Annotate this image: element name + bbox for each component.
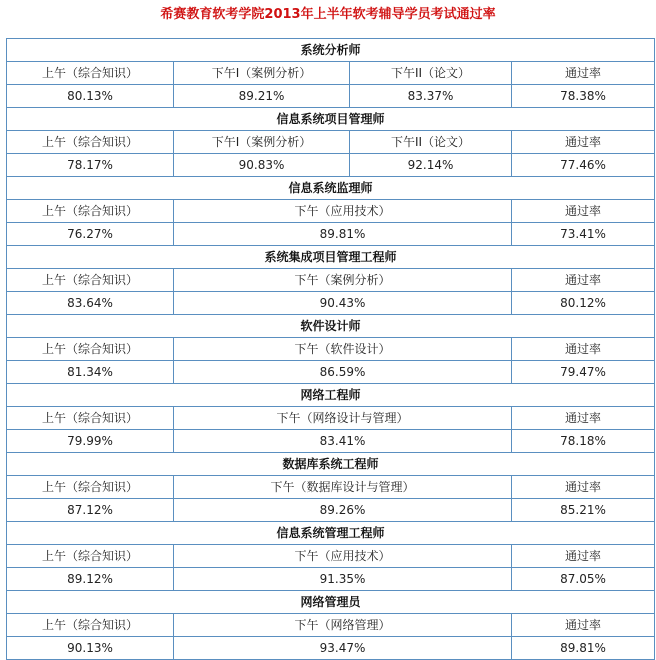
column-header: 上午（综合知识） (7, 62, 174, 85)
section-row (7, 315, 655, 338)
section-row (7, 39, 655, 62)
value-cell: 89.81% (174, 223, 512, 246)
value-cell: 83.37% (350, 85, 512, 108)
value-cell: 90.83% (174, 154, 350, 177)
header-row (7, 545, 655, 568)
column-header: 通过率 (512, 545, 655, 568)
column-header: 下午I（案例分析） (174, 131, 350, 154)
header-row (7, 131, 655, 154)
header-row (7, 269, 655, 292)
value-row (7, 361, 655, 384)
column-header: 下午II（论文） (350, 62, 512, 85)
value-cell: 83.41% (174, 430, 512, 453)
column-header: 通过率 (512, 131, 655, 154)
value-cell: 81.34% (7, 361, 174, 384)
value-cell: 77.46% (512, 154, 655, 177)
column-header: 下午（网络设计与管理） (174, 407, 512, 430)
section-title: 系统分析师 (7, 39, 655, 62)
header-row (7, 407, 655, 430)
section-title: 系统集成项目管理工程师 (7, 246, 655, 269)
value-cell: 78.17% (7, 154, 174, 177)
section-title: 软件设计师 (7, 315, 655, 338)
value-cell: 86.59% (174, 361, 512, 384)
value-row (7, 154, 655, 177)
section-row (7, 108, 655, 131)
column-header: 上午（综合知识） (7, 476, 174, 499)
column-header: 通过率 (512, 614, 655, 637)
column-header: 上午（综合知识） (7, 338, 174, 361)
column-header: 通过率 (512, 338, 655, 361)
section-title: 数据库系统工程师 (7, 453, 655, 476)
column-header: 下午（软件设计） (174, 338, 512, 361)
header-row (7, 614, 655, 637)
section-title: 信息系统管理工程师 (7, 522, 655, 545)
section-title: 网络管理员 (7, 591, 655, 614)
section-title: 信息系统监理师 (7, 177, 655, 200)
value-cell: 79.99% (7, 430, 174, 453)
value-cell: 90.43% (174, 292, 512, 315)
column-header: 上午（综合知识） (7, 407, 174, 430)
value-cell: 89.12% (7, 568, 174, 591)
column-header: 通过率 (512, 62, 655, 85)
section-title: 信息系统项目管理师 (7, 108, 655, 131)
header-row (7, 476, 655, 499)
section-row (7, 177, 655, 200)
column-header: 下午（案例分析） (174, 269, 512, 292)
value-row (7, 85, 655, 108)
column-header: 通过率 (512, 200, 655, 223)
column-header: 上午（综合知识） (7, 131, 174, 154)
column-header: 下午II（论文） (350, 131, 512, 154)
value-cell: 89.26% (174, 499, 512, 522)
value-cell: 89.21% (174, 85, 350, 108)
value-cell: 80.12% (512, 292, 655, 315)
value-cell: 76.27% (7, 223, 174, 246)
column-header: 通过率 (512, 476, 655, 499)
value-cell: 73.41% (512, 223, 655, 246)
value-row (7, 292, 655, 315)
section-row (7, 384, 655, 407)
column-header: 上午（综合知识） (7, 614, 174, 637)
value-row (7, 223, 655, 246)
value-cell: 91.35% (174, 568, 512, 591)
value-row (7, 499, 655, 522)
header-row (7, 200, 655, 223)
pass-rate-table-body (7, 39, 655, 660)
section-title: 网络工程师 (7, 384, 655, 407)
section-row (7, 522, 655, 545)
value-cell: 79.47% (512, 361, 655, 384)
pass-rate-table (6, 38, 655, 660)
header-row (7, 62, 655, 85)
header-row (7, 338, 655, 361)
column-header: 下午（数据库设计与管理） (174, 476, 512, 499)
value-cell: 80.13% (7, 85, 174, 108)
value-row (7, 568, 655, 591)
section-row (7, 453, 655, 476)
value-row (7, 430, 655, 453)
column-header: 通过率 (512, 269, 655, 292)
value-cell: 83.64% (7, 292, 174, 315)
value-cell: 78.38% (512, 85, 655, 108)
column-header: 上午（综合知识） (7, 269, 174, 292)
value-cell: 87.05% (512, 568, 655, 591)
section-row (7, 591, 655, 614)
value-cell: 90.13% (7, 637, 174, 660)
value-cell: 92.14% (350, 154, 512, 177)
column-header: 上午（综合知识） (7, 200, 174, 223)
value-cell: 85.21% (512, 499, 655, 522)
value-row (7, 637, 655, 660)
column-header: 下午（应用技术） (174, 200, 512, 223)
value-cell: 87.12% (7, 499, 174, 522)
column-header: 下午（网络管理） (174, 614, 512, 637)
value-cell: 93.47% (174, 637, 512, 660)
section-row (7, 246, 655, 269)
column-header: 通过率 (512, 407, 655, 430)
value-cell: 89.81% (512, 637, 655, 660)
page-title: 希赛教育软考学院2013年上半年软考辅导学员考试通过率 (160, 7, 496, 22)
column-header: 下午（应用技术） (174, 545, 512, 568)
value-cell: 78.18% (512, 430, 655, 453)
column-header: 上午（综合知识） (7, 545, 174, 568)
column-header: 下午I（案例分析） (174, 62, 350, 85)
